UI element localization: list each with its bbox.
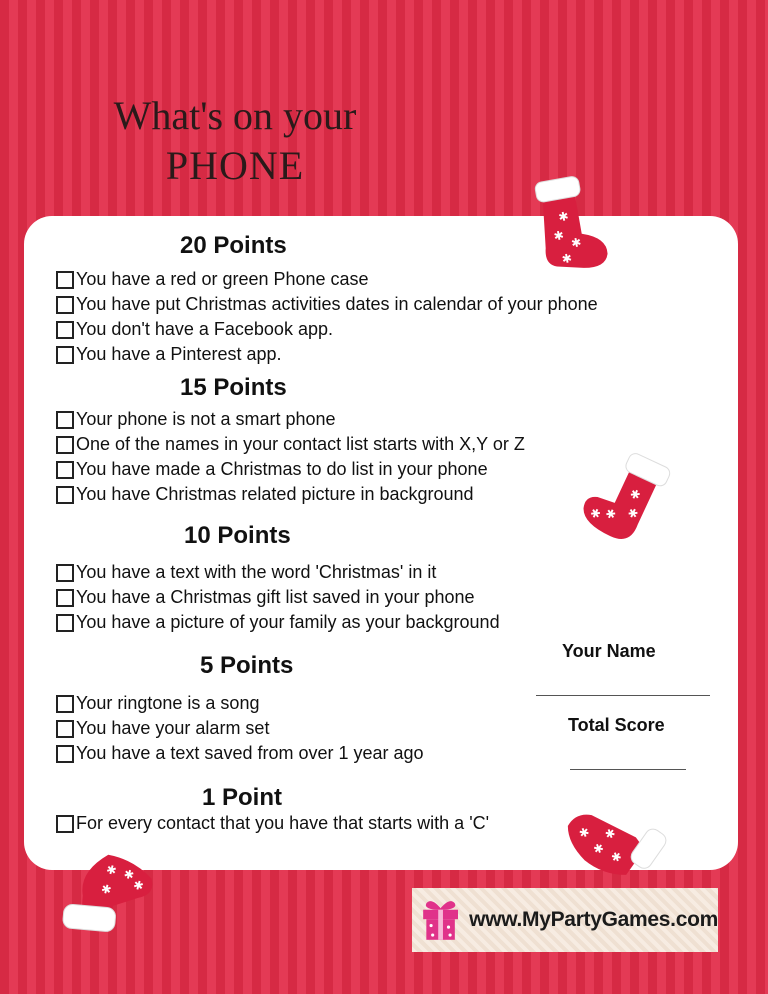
item-text: You have a Pinterest app.: [76, 344, 282, 364]
checkbox[interactable]: [56, 720, 74, 738]
item-text: You have a picture of your family as your background: [76, 612, 500, 632]
list-item[interactable]: [56, 562, 436, 583]
svg-text:✱: ✱: [99, 881, 113, 898]
svg-text:✱: ✱: [627, 486, 643, 504]
item-text: You have a text saved from over 1 year ago: [76, 743, 424, 763]
footer-banner: [412, 888, 718, 952]
checkbox[interactable]: [56, 815, 74, 833]
list-item[interactable]: [56, 294, 598, 315]
svg-text:✱: ✱: [131, 877, 146, 894]
svg-text:✱: ✱: [591, 840, 606, 858]
checkbox[interactable]: [56, 411, 74, 429]
svg-text:✱: ✱: [609, 848, 624, 866]
svg-text:✱: ✱: [570, 235, 583, 251]
list-item[interactable]: [56, 587, 475, 608]
checkbox[interactable]: [56, 589, 74, 607]
checkbox[interactable]: [56, 296, 74, 314]
svg-text:✱: ✱: [557, 208, 570, 225]
list-item[interactable]: [56, 409, 336, 430]
list-item[interactable]: [56, 459, 488, 480]
heading-15-points: 15 Points: [180, 374, 287, 401]
list-item[interactable]: [56, 813, 489, 834]
heading-10-points: 10 Points: [184, 522, 291, 549]
svg-text:✱: ✱: [560, 250, 574, 267]
your-name-line[interactable]: [536, 695, 710, 696]
svg-text:✱: ✱: [625, 505, 641, 523]
website-link[interactable]: www.MyPartyGames.com: [469, 908, 718, 931]
svg-text:✱: ✱: [552, 228, 565, 244]
checkbox[interactable]: [56, 461, 74, 479]
stocking-icon: [528, 170, 608, 280]
stocking-icon: [562, 796, 672, 886]
checkbox[interactable]: [56, 695, 74, 713]
item-text: You have your alarm set: [76, 718, 270, 738]
item-text: Your ringtone is a song: [76, 693, 260, 713]
svg-text:✱: ✱: [587, 505, 603, 523]
checkbox[interactable]: [56, 614, 74, 632]
page-title-line2: PHONE: [165, 143, 305, 188]
checkbox[interactable]: [56, 486, 74, 504]
list-item[interactable]: [56, 693, 259, 714]
heading-1-point: 1 Point: [202, 784, 283, 811]
gift-box-icon: [420, 891, 461, 949]
item-text: One of the names in your contact list starts with X,Y or Z: [76, 434, 525, 454]
item-text: Your phone is not a smart phone: [76, 409, 336, 429]
list-item[interactable]: [56, 319, 333, 340]
checkbox[interactable]: [56, 436, 74, 454]
list-item[interactable]: [56, 269, 369, 290]
stocking-icon: [52, 852, 162, 952]
list-item[interactable]: [56, 743, 424, 764]
item-text: You have Christmas related picture in background: [76, 484, 474, 504]
list-item[interactable]: [56, 484, 474, 505]
heading-20-points: 20 Points: [180, 232, 287, 259]
your-name-label: Your Name: [562, 641, 656, 661]
item-text: You have a red or green Phone case: [76, 269, 369, 289]
svg-text:✱: ✱: [577, 824, 592, 842]
total-score-line[interactable]: [570, 769, 686, 770]
item-text: You have a Christmas gift list saved in your phone: [76, 587, 475, 607]
list-item[interactable]: [56, 612, 500, 633]
stocking-icon: [578, 448, 678, 548]
svg-text:✱: ✱: [603, 505, 619, 523]
checkbox[interactable]: [56, 321, 74, 339]
checkbox[interactable]: [56, 271, 74, 289]
list-item[interactable]: [56, 434, 525, 455]
list-item[interactable]: [56, 718, 269, 739]
item-text: You have put Christmas activities dates in calendar of your phone: [76, 294, 598, 314]
svg-text:✱: ✱: [603, 825, 618, 843]
item-text: You have a text with the word 'Christmas' in it: [76, 562, 437, 582]
checkbox[interactable]: [56, 564, 74, 582]
list-item[interactable]: [56, 344, 282, 365]
svg-text:✱: ✱: [122, 866, 136, 883]
item-text: You don't have a Facebook app.: [76, 319, 333, 339]
svg-text:✱: ✱: [104, 861, 119, 879]
checkbox[interactable]: [56, 346, 74, 364]
checkbox[interactable]: [56, 745, 74, 763]
item-text: You have made a Christmas to do list in your phone: [76, 459, 488, 479]
item-text: For every contact that you have that starts with a 'C': [76, 813, 490, 833]
page-title-line1: What's on your: [113, 93, 357, 138]
total-score-label: Total Score: [568, 715, 665, 735]
heading-5-points: 5 Points: [200, 652, 294, 679]
